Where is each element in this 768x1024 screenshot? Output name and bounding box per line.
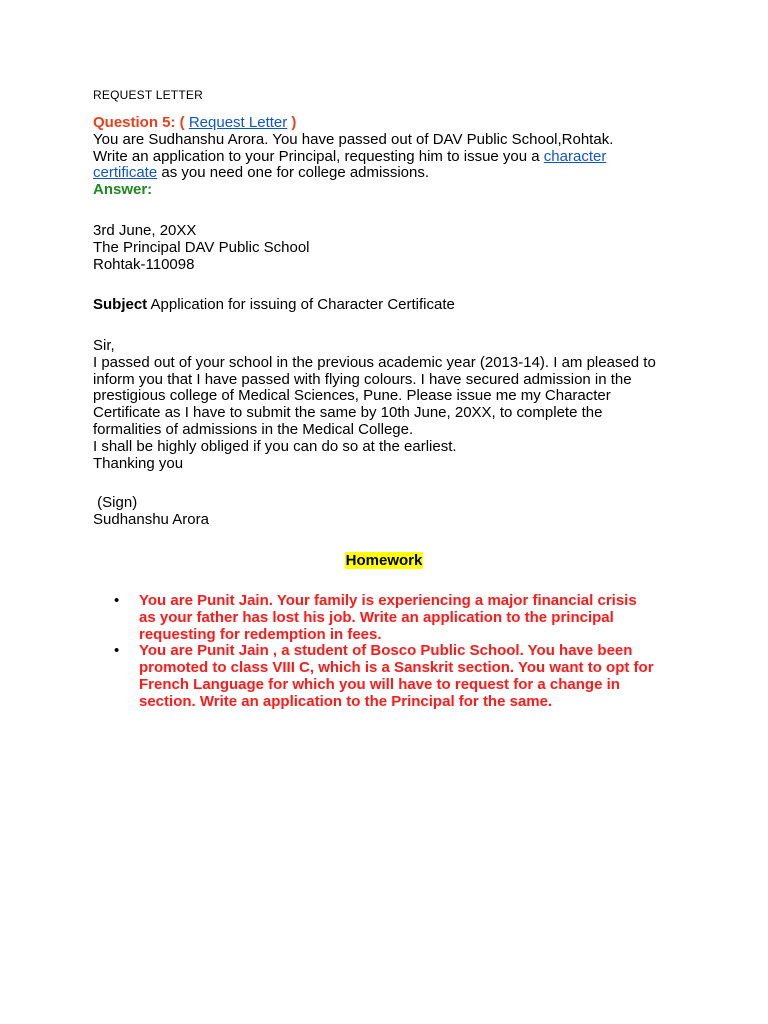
- question-title-line: [93, 115, 613, 132]
- character-certificate-link-part1[interactable]: character: [543, 147, 607, 165]
- homework-list: [114, 593, 684, 711]
- letter-body: [93, 338, 693, 472]
- homework-line: as your father has lost his job. Write an application to the principal: [139, 608, 614, 626]
- question-line-2: [93, 149, 613, 166]
- letter-signature: [93, 495, 209, 529]
- subject-text: Application for issuing of Character Certificate: [150, 296, 455, 313]
- homework-line: You are Punit Jain , a student of Bosco Public School. You have been: [139, 642, 633, 660]
- question-close-paren: ): [291, 114, 297, 131]
- letter-body-line: formalities of admissions in the Medical College.: [93, 420, 414, 438]
- question-label: Question 5: (: [93, 114, 185, 131]
- character-certificate-link-part2[interactable]: certificate: [93, 164, 158, 182]
- question-line-3-text: as you need one for college admissions.: [161, 164, 430, 182]
- homework-line: requesting for redemption in fees.: [139, 625, 382, 643]
- letter-date: 3rd June, 20XX: [93, 222, 197, 239]
- bullet-icon: •: [114, 642, 120, 660]
- homework-line: section. Write an application to the Principal for the same.: [139, 692, 553, 710]
- homework-line: promoted to class VIII C, which is a Sanskrit section. You want to opt for: [139, 659, 654, 677]
- homework-item: [114, 593, 684, 643]
- request-letter-link[interactable]: Request Letter: [188, 114, 288, 131]
- letter-address-line-2: Rohtak-110098: [93, 255, 195, 273]
- question-block: [93, 115, 613, 199]
- homework-title: Homework: [345, 552, 423, 569]
- letter-body-line: inform you that I have passed with flying colours. I have secured admission in the: [93, 370, 632, 388]
- signature-placeholder: [93, 495, 209, 512]
- homework-item: [114, 643, 684, 710]
- question-line-3: [93, 165, 613, 182]
- sign-text: (Sign): [97, 494, 138, 511]
- letter-address-line-1: The Principal DAV Public School: [93, 238, 310, 256]
- signature-name: Sudhanshu Arora: [93, 510, 209, 528]
- bullet-icon: •: [114, 592, 120, 609]
- homework-line: You are Punit Jain. Your family is experiencing a major financial crisis: [139, 592, 637, 609]
- letter-body-line: prestigious college of Medical Sciences, Pune. Please issue me my Character: [93, 387, 611, 405]
- homework-heading: [0, 552, 768, 569]
- letter-body-line: I passed out of your school in the previous academic year (2013-14). I am pleased to: [93, 353, 656, 371]
- question-line-1: You are Sudhanshu Arora. You have passed out of DAV Public School,Rohtak.: [93, 130, 614, 148]
- letter-body-line: I shall be highly obliged if you can do so at the earliest.: [93, 437, 457, 455]
- answer-label: Answer:: [93, 181, 153, 199]
- homework-line: French Language for which you will have to request for a change in: [139, 675, 620, 693]
- subject-label: Subject: [93, 296, 148, 313]
- letter-body-line: Certificate as I have to submit the same by 10th June, 20XX, to complete the: [93, 404, 603, 422]
- page-heading: REQUEST LETTER: [93, 88, 203, 102]
- letter-header: [93, 223, 310, 273]
- question-line-2-text: Write an application to your Principal, requesting him to issue you a: [93, 147, 540, 165]
- letter-salutation: Sir,: [93, 337, 115, 354]
- letter-closing: Thanking you: [93, 454, 184, 472]
- letter-subject: [93, 297, 455, 314]
